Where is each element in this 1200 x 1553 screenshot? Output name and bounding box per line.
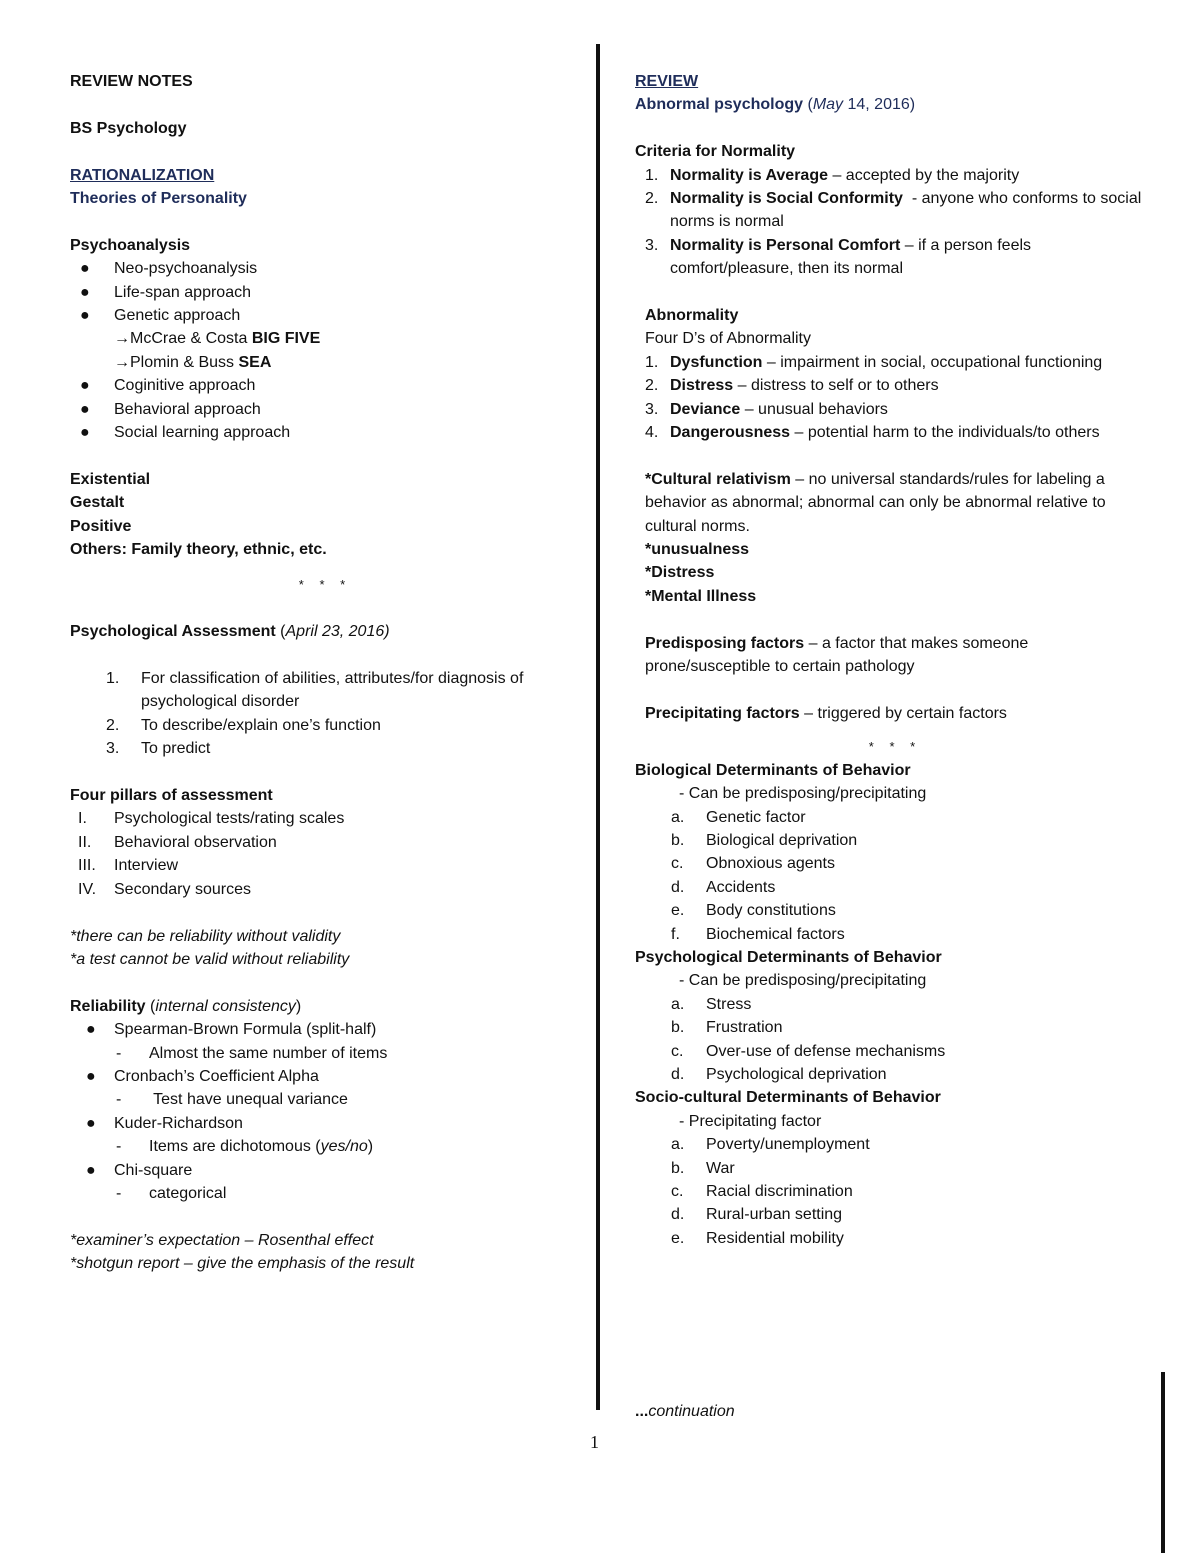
abnormality-section: [635, 304, 1155, 725]
list-item: 3. Deviance – unusual behaviors: [645, 400, 888, 418]
list-item: ● Behavioral approach: [80, 400, 261, 418]
column-divider: [596, 44, 600, 1410]
star-item: *Distress: [645, 564, 715, 582]
star-item: *unusualness: [645, 541, 750, 559]
list-item: ● Genetic approach: [80, 307, 241, 325]
list-item: e. Body constitutions: [671, 902, 836, 920]
list-item: d. Psychological deprivation: [671, 1065, 887, 1083]
list-item: 2. To describe/explain one’s function: [106, 716, 381, 734]
reliability-heading: Reliability (internal consistency): [70, 997, 302, 1015]
list-item: III. Interview: [78, 857, 179, 875]
list-item: a. Poverty/unemployment: [671, 1136, 870, 1154]
list-item: 3. To predict: [106, 740, 211, 758]
list-item: ● Spearman-Brown Formula (split-half): [86, 1021, 377, 1039]
page-number: 1: [590, 1432, 599, 1452]
criteria-list: [635, 164, 1155, 281]
bio-heading: Biological Determinants of Behavior: [635, 761, 911, 779]
reliability-list: [70, 1018, 580, 1205]
theory-positive: Positive: [70, 517, 132, 535]
validity-note: *there can be reliability without validity: [70, 927, 341, 945]
list-item: ● Chi-square: [86, 1161, 193, 1179]
list-item: d. Rural-urban setting: [671, 1206, 843, 1224]
list-item: ● Coginitive approach: [80, 377, 256, 395]
list-item: c. Obnoxious agents: [671, 855, 835, 873]
socio-note: - Precipitating factor: [679, 1112, 822, 1130]
list-item: ● Social learning approach: [80, 424, 291, 442]
list-item: b. War: [671, 1159, 735, 1177]
precipitating-factors: Precipitating factors – triggered by certain factors: [645, 704, 1007, 722]
page-edge-bar: [1161, 1372, 1165, 1553]
review-notes-title: REVIEW NOTES: [70, 73, 193, 90]
list-item: 1. For classification of abilities, attributes/for diagnosis of psychological disorder: [106, 670, 524, 711]
list-item: I. Psychological tests/rating scales: [78, 810, 345, 828]
list-item: b. Frustration: [671, 1019, 783, 1037]
theory-gestalt: Gestalt: [70, 494, 125, 512]
theory-existential: Existential: [70, 470, 151, 488]
socio-heading: Socio-cultural Determinants of Behavior: [635, 1089, 941, 1107]
list-item: 1. Dysfunction – impairment in social, occupational functioning: [645, 353, 1103, 371]
course-name: BS Psychology: [70, 119, 187, 137]
psych-note: - Can be predisposing/precipitating: [679, 972, 927, 990]
predisposing-factors: Predisposing factors – a factor that makes someone prone/susceptible to certain pathology: [645, 634, 1029, 676]
psychoanalysis-list: [70, 257, 580, 444]
four-ds-subheading: Four D’s of Abnormality: [645, 330, 811, 348]
pillars-list: [70, 807, 580, 901]
psych-heading: Psychological Determinants of Behavior: [635, 948, 942, 966]
list-item: ● Kuder-Richardson: [86, 1114, 243, 1132]
genetic-subitem: →McCrae & Costa BIG FIVE: [114, 330, 321, 348]
list-item: II. Behavioral observation: [78, 833, 277, 851]
genetic-subitem: →Plomin & Buss SEA: [114, 353, 272, 371]
pillars-heading: Four pillars of assessment: [70, 787, 273, 805]
list-item: 4. Dangerousness – potential harm to the individuals/to others: [645, 424, 1100, 442]
abnormality-heading: Abnormality: [645, 307, 739, 325]
list-subitem: - Test have unequal variance: [116, 1091, 348, 1109]
section-separator: * * *: [298, 577, 352, 593]
cultural-relativism: *Cultural relativism – no universal standards/rules for labeling a behavior as abnormal; abnormal can only be abnormal relative to cultural norms.: [645, 470, 1106, 535]
rosenthal-note: *examiner’s expectation – Rosenthal effect: [70, 1231, 374, 1249]
list-item: d. Accidents: [671, 878, 776, 896]
list-item: f. Biochemical factors: [671, 925, 845, 943]
list-subitem: - categorical: [116, 1184, 227, 1202]
list-item: 2. Distress – distress to self or to others: [645, 377, 939, 395]
criteria-heading: Criteria for Normality: [635, 143, 796, 161]
list-item: ● Cronbach’s Coefficient Alpha: [86, 1067, 319, 1085]
rationalization-heading: RATIONALIZATION: [70, 166, 215, 184]
list-item: c. Racial discrimination: [671, 1183, 853, 1201]
list-item: 3. Normality is Personal Comfort – if a person feels comfort/pleasure, then its normal: [645, 236, 1032, 278]
list-subitem: - Almost the same number of items: [116, 1044, 388, 1062]
left-column: [70, 70, 580, 1276]
section-separator: * * *: [868, 739, 922, 755]
validity-note: *a test cannot be valid without reliability: [70, 950, 350, 968]
theories-heading: Theories of Personality: [70, 190, 247, 207]
review-heading: REVIEW: [635, 73, 699, 90]
continuation-note: ...continuation: [635, 1403, 735, 1420]
psychoanalysis-heading: Psychoanalysis: [70, 236, 191, 254]
list-item: 2. Normality is Social Conformity - anyone who conforms to social norms is normal: [645, 190, 1146, 231]
list-item: 1. Normality is Average – accepted by the majority: [645, 166, 1020, 184]
list-item: IV. Secondary sources: [78, 880, 251, 898]
star-item: *Mental Illness: [645, 587, 757, 605]
list-item: a. Genetic factor: [671, 808, 806, 826]
list-subitem: - Items are dichotomous (yes/no): [116, 1138, 374, 1156]
theory-others: Others: Family theory, ethnic, etc.: [70, 541, 327, 559]
list-item: ● Neo-psychoanalysis: [80, 260, 258, 278]
list-item: b. Biological deprivation: [671, 831, 858, 849]
assessment-list: [70, 667, 580, 761]
assessment-heading: Psychological Assessment (April 23, 2016): [70, 623, 390, 641]
bio-note: - Can be predisposing/precipitating: [679, 785, 927, 803]
list-item: c. Over-use of defense mechanisms: [671, 1042, 946, 1060]
list-item: ● Life-span approach: [80, 283, 251, 301]
list-item: e. Residential mobility: [671, 1229, 844, 1247]
shotgun-note: *shotgun report – give the emphasis of the result: [70, 1255, 415, 1273]
list-item: a. Stress: [671, 995, 752, 1013]
right-column: [635, 70, 1155, 1250]
abnormal-psychology-heading: Abnormal psychology (May 14, 2016): [635, 96, 916, 114]
